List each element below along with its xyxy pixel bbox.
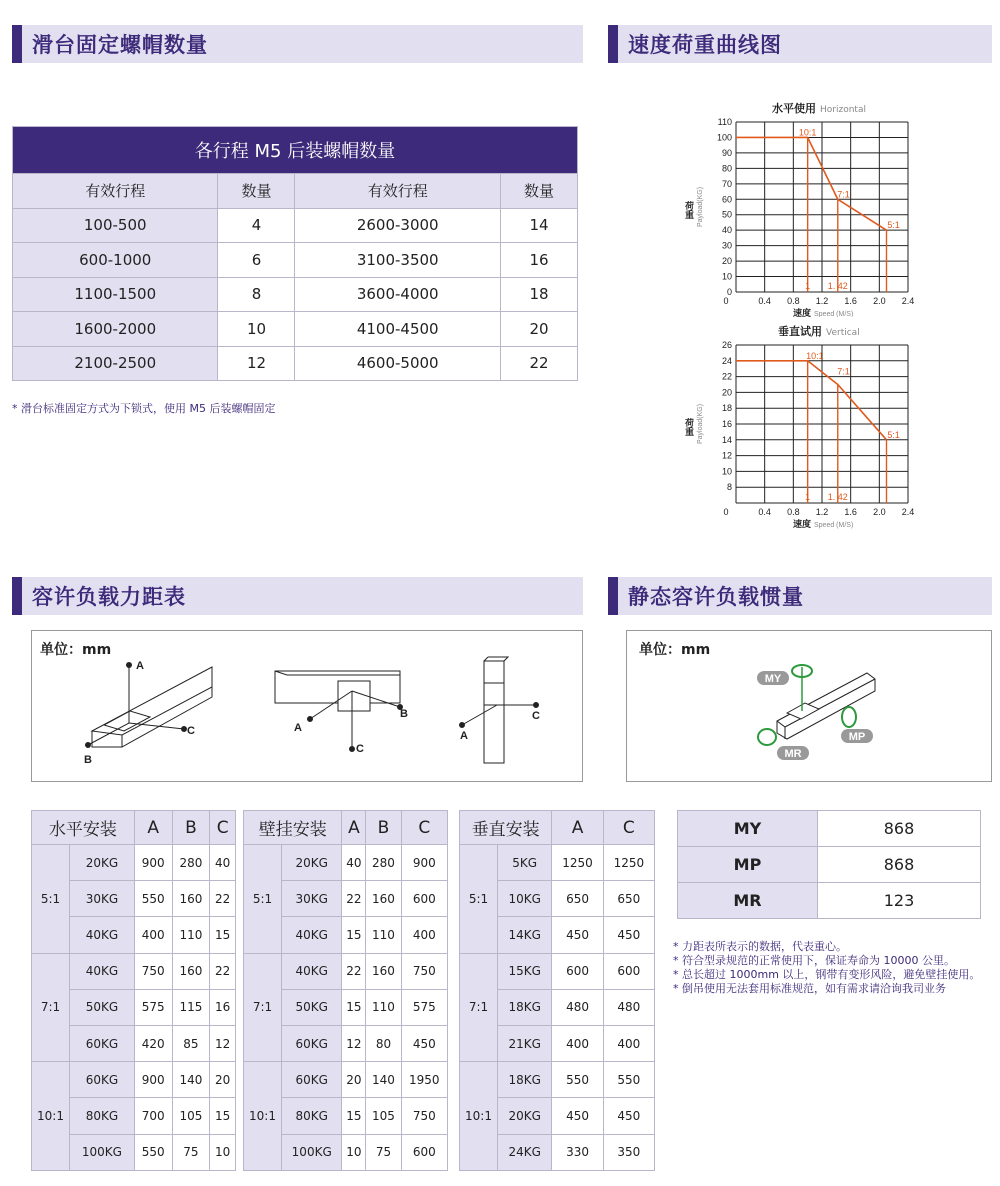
curve-annotation: 1 [805, 281, 811, 291]
value-cell: 1950 [401, 1062, 447, 1098]
y-tick-label: 14 [721, 434, 732, 445]
nut-table-cell: 10 [218, 312, 295, 347]
load-cell: 100KG [70, 1134, 135, 1170]
load-cell: 15KG [498, 953, 552, 989]
value-cell: 575 [401, 989, 447, 1025]
nut-note: * 滑台标准固定方式为下锁式，使用 M5 后装螺帽固定 [12, 402, 276, 415]
load-cell: 18KG [498, 1062, 552, 1098]
vertical-mount-diagram [460, 657, 541, 763]
label-mr: MR [784, 748, 802, 760]
value-cell: 40 [210, 845, 236, 881]
nut-table-cell: 2600-3000 [295, 208, 500, 243]
nut-table-row [13, 312, 578, 347]
value-cell: 85 [172, 1025, 210, 1061]
value-cell: 75 [172, 1134, 210, 1170]
moment-table-horizontal [31, 810, 236, 1171]
section-header-nut [12, 25, 583, 63]
table-row [460, 953, 655, 989]
value-cell: 480 [552, 989, 603, 1025]
note-item: * 总长超过 1000mm 以上，钢带有变形风险，避免壁挂使用。 [673, 968, 981, 981]
nut-table-cell: 2100-2500 [13, 346, 218, 381]
moment-col-header: A [342, 811, 366, 845]
ratio-cell: 7:1 [460, 953, 498, 1062]
value-cell: 600 [552, 953, 603, 989]
section-title: 滑台固定螺帽数量 [32, 33, 208, 57]
y-tick-label: 10 [721, 466, 732, 477]
nut-table-body [13, 208, 578, 381]
value-cell: 15 [210, 917, 236, 953]
load-cell: 80KG [70, 1098, 135, 1134]
inertia-table [677, 810, 981, 919]
value-cell: 550 [552, 1062, 603, 1098]
section-header-inertia [608, 577, 992, 615]
load-cell: 60KG [282, 1025, 342, 1061]
nut-table-cell: 4 [218, 208, 295, 243]
value-cell: 110 [172, 917, 210, 953]
value-cell: 40 [342, 845, 366, 881]
inertia-value: 868 [818, 847, 981, 883]
ratio-cell: 7:1 [244, 953, 282, 1062]
chart-subtitle: Vertical [826, 328, 860, 338]
load-cell: 40KG [70, 917, 135, 953]
value-cell: 450 [603, 1098, 654, 1134]
load-cell: 60KG [70, 1025, 135, 1061]
inertia-diagram [627, 631, 991, 781]
inertia-value: 123 [818, 883, 981, 919]
label-c: C [356, 743, 364, 755]
value-cell: 12 [210, 1025, 236, 1061]
nut-table-cell: 6 [218, 243, 295, 278]
nut-table-cell: 100-500 [13, 208, 218, 243]
value-cell: 22 [342, 881, 366, 917]
unit-label: 单位：mm [639, 642, 711, 658]
value-cell: 105 [172, 1098, 210, 1134]
value-cell: 550 [134, 881, 172, 917]
nut-table-cell: 12 [218, 346, 295, 381]
ratio-cell: 5:1 [244, 845, 282, 954]
value-cell: 750 [401, 1098, 447, 1134]
load-cell: 20KG [70, 845, 135, 881]
x-tick-label: 2.4 [901, 507, 915, 517]
x-tick-label: 0 [723, 507, 729, 517]
value-cell: 105 [366, 1098, 401, 1134]
value-cell: 450 [552, 917, 603, 953]
value-cell: 400 [603, 1025, 654, 1061]
x-tick-label: 1.2 [815, 507, 829, 517]
moment-col-header: C [401, 811, 447, 845]
y-tick-label: 24 [721, 355, 732, 366]
y-tick-label: 110 [717, 117, 732, 127]
y-tick-label: 16 [721, 419, 732, 429]
curve-annotation: 1. 42 [827, 492, 848, 502]
inertia-key: MR [678, 883, 818, 919]
x-tick-label: 2.4 [901, 296, 915, 306]
x-axis-label-en: Speed (M/S) [814, 311, 854, 317]
value-cell: 600 [401, 1134, 447, 1170]
x-tick-label: 0.8 [787, 296, 800, 306]
value-cell: 575 [134, 989, 172, 1025]
x-axis-label: 速度 [793, 308, 812, 317]
chart-subtitle: Horizontal [820, 105, 866, 115]
y-tick-label: 70 [721, 178, 732, 189]
value-cell: 75 [366, 1134, 401, 1170]
value-cell: 280 [172, 845, 210, 881]
curve-line [736, 361, 887, 440]
nut-table-cell: 600-1000 [13, 243, 218, 278]
load-cell: 20KG [498, 1098, 552, 1134]
x-tick-label: 1.2 [815, 296, 829, 306]
y-tick-label: 80 [721, 163, 732, 174]
ratio-cell: 10:1 [244, 1062, 282, 1171]
y-tick-label: 20 [721, 256, 732, 267]
load-cell: 14KG [498, 917, 552, 953]
horizontal-mount-diagram [84, 660, 212, 766]
value-cell: 400 [552, 1025, 603, 1061]
curve-annotation: 5:1 [887, 429, 900, 440]
value-cell: 420 [134, 1025, 172, 1061]
load-cell: 18KG [498, 989, 552, 1025]
curve-annotation: 7:1 [837, 366, 850, 377]
load-cell: 24KG [498, 1134, 552, 1170]
moment-col-header: B [172, 811, 210, 845]
section-header-speed [608, 25, 992, 63]
value-cell: 115 [172, 989, 210, 1025]
nut-table-cell: 22 [500, 346, 577, 381]
nut-header: 有效行程 [13, 174, 218, 209]
moment-table-wall [243, 810, 448, 1171]
value-cell: 16 [210, 989, 236, 1025]
nut-table-row [13, 243, 578, 278]
load-cell: 50KG [282, 989, 342, 1025]
section-title: 速度荷重曲线图 [628, 33, 782, 57]
table-row [32, 953, 236, 989]
load-cell: 5KG [498, 845, 552, 881]
moment-table-vertical [459, 810, 655, 1171]
value-cell: 80 [366, 1025, 401, 1061]
nut-table-row [13, 346, 578, 381]
value-cell: 400 [134, 917, 172, 953]
curve-annotation: 1. 42 [827, 281, 848, 291]
value-cell: 750 [401, 953, 447, 989]
value-cell: 160 [366, 953, 401, 989]
vertical-speed-chart [680, 335, 920, 530]
value-cell: 15 [342, 917, 366, 953]
moment-diagrams [32, 631, 582, 781]
horizontal-speed-chart [680, 112, 920, 317]
curve-annotation: 1 [805, 492, 811, 502]
load-cell: 40KG [282, 953, 342, 989]
y-tick-label: 12 [721, 450, 732, 461]
notes-list [673, 940, 980, 996]
nut-table-cell: 1100-1500 [13, 277, 218, 312]
load-cell: 50KG [70, 989, 135, 1025]
value-cell: 160 [172, 881, 210, 917]
value-cell: 280 [366, 845, 401, 881]
y-tick-label: 30 [721, 240, 732, 251]
load-cell: 20KG [282, 845, 342, 881]
inertia-key: MY [678, 811, 818, 847]
y-tick-label: 22 [721, 371, 732, 382]
section-bar [12, 25, 22, 63]
nut-count-table [12, 126, 578, 381]
ratio-cell: 7:1 [32, 953, 70, 1062]
inertia-row [678, 847, 981, 883]
curve-annotation: 5:1 [887, 220, 900, 231]
value-cell: 110 [366, 917, 401, 953]
moment-col-header: C [603, 811, 654, 845]
y-axis-label: 荷重 [683, 201, 693, 219]
y-tick-label: 50 [721, 209, 732, 220]
table-row [460, 845, 655, 881]
table-row [244, 845, 448, 881]
y-tick-label: 100 [716, 132, 732, 143]
label-c: C [532, 710, 540, 722]
load-cell: 40KG [70, 953, 135, 989]
y-tick-label: 8 [726, 482, 732, 493]
load-cell: 30KG [70, 881, 135, 917]
moment-col-header: C [210, 811, 236, 845]
nut-table-cell: 8 [218, 277, 295, 312]
value-cell: 110 [366, 989, 401, 1025]
curve-annotation: 7:1 [837, 189, 850, 200]
load-cell: 40KG [282, 917, 342, 953]
inertia-row [678, 811, 981, 847]
label-c: C [187, 725, 195, 737]
value-cell: 700 [134, 1098, 172, 1134]
value-cell: 15 [342, 1098, 366, 1134]
value-cell: 650 [552, 881, 603, 917]
wall-mount-diagram [275, 671, 408, 755]
inertia-value: 868 [818, 811, 981, 847]
value-cell: 12 [342, 1025, 366, 1061]
y-tick-label: 0 [726, 287, 732, 297]
y-tick-label: 18 [721, 403, 732, 414]
section-title: 容许负载力距表 [32, 585, 186, 609]
x-tick-label: 0.8 [787, 507, 800, 517]
moment-col-header: A [552, 811, 603, 845]
value-cell: 450 [401, 1025, 447, 1061]
moment-header-row [460, 811, 655, 845]
x-axis-label-en: Speed (M/S) [814, 522, 854, 529]
label-b: B [84, 754, 92, 766]
value-cell: 400 [401, 917, 447, 953]
load-cell: 60KG [282, 1062, 342, 1098]
y-axis-label: 荷重 [683, 418, 693, 436]
x-tick-label: 2.0 [873, 296, 886, 306]
table-row [32, 1062, 236, 1098]
value-cell: 350 [603, 1134, 654, 1170]
load-cell: 10KG [498, 881, 552, 917]
value-cell: 140 [366, 1062, 401, 1098]
ratio-cell: 10:1 [32, 1062, 70, 1171]
load-cell: 30KG [282, 881, 342, 917]
moment-table-title: 水平安装 [32, 811, 135, 845]
nut-header: 有效行程 [295, 174, 500, 209]
curve-annotation: 10:1 [806, 350, 824, 361]
label-mp: MP [848, 731, 866, 743]
moment-col-header: A [134, 811, 172, 845]
nut-table-cell: 4600-5000 [295, 346, 500, 381]
value-cell: 20 [342, 1062, 366, 1098]
value-cell: 15 [210, 1098, 236, 1134]
nut-table-caption: 各行程 M5 后装螺帽数量 [13, 127, 578, 174]
x-tick-label: 2.0 [873, 507, 886, 517]
nut-table-cell: 18 [500, 277, 577, 312]
inertia-key: MP [678, 847, 818, 883]
value-cell: 160 [172, 953, 210, 989]
value-cell: 15 [342, 989, 366, 1025]
value-cell: 140 [172, 1062, 210, 1098]
x-tick-label: 1.6 [844, 296, 857, 306]
moment-header-row [32, 811, 236, 845]
value-cell: 450 [603, 917, 654, 953]
value-cell: 1250 [552, 845, 603, 881]
value-cell: 22 [342, 953, 366, 989]
value-cell: 1250 [603, 845, 654, 881]
note-item: * 力距表所表示的数据，代表重心。 [673, 940, 847, 953]
table-row [32, 845, 236, 881]
nut-table-row [13, 277, 578, 312]
inertia-diagram-box [626, 630, 992, 782]
value-cell: 750 [134, 953, 172, 989]
y-axis-label-en: Payload(KG) [697, 403, 704, 444]
ratio-cell: 5:1 [460, 845, 498, 954]
value-cell: 330 [552, 1134, 603, 1170]
y-tick-label: 90 [721, 147, 732, 158]
value-cell: 650 [603, 881, 654, 917]
section-title: 静态容许负载惯量 [628, 585, 804, 609]
label-my: MY [764, 673, 782, 685]
note-item: * 倒吊使用无法套用标准规范，如有需求请洽询我司业务 [673, 982, 946, 995]
y-tick-label: 60 [721, 194, 732, 205]
value-cell: 600 [401, 881, 447, 917]
y-axis-label-en: Payload(KG) [697, 186, 704, 227]
value-cell: 900 [134, 845, 172, 881]
x-tick-label: 1.6 [844, 507, 857, 517]
unit-label: 单位：mm [40, 642, 112, 658]
section-bar [608, 577, 618, 615]
x-tick-label: 0 [723, 296, 729, 306]
section-bar [608, 25, 618, 63]
load-cell: 60KG [70, 1062, 135, 1098]
y-tick-label: 10 [721, 271, 732, 282]
nut-header: 数量 [500, 174, 577, 209]
nut-table-cell: 20 [500, 312, 577, 347]
moment-table-title: 垂直安装 [460, 811, 552, 845]
label-a: A [294, 722, 302, 734]
y-tick-label: 26 [721, 340, 732, 350]
moment-col-header: B [366, 811, 401, 845]
nut-header: 数量 [218, 174, 295, 209]
nut-table-cell: 1600-2000 [13, 312, 218, 347]
value-cell: 10 [342, 1134, 366, 1170]
value-cell: 900 [134, 1062, 172, 1098]
value-cell: 10 [210, 1134, 236, 1170]
moment-diagram-box [31, 630, 583, 782]
value-cell: 22 [210, 881, 236, 917]
nut-table-cell: 3100-3500 [295, 243, 500, 278]
label-a: A [460, 730, 468, 742]
y-tick-label: 40 [721, 225, 732, 236]
chart-title-text: 垂直试用 [778, 325, 822, 338]
curve-annotation: 10:1 [798, 127, 817, 138]
value-cell: 550 [134, 1134, 172, 1170]
value-cell: 480 [603, 989, 654, 1025]
value-cell: 900 [401, 845, 447, 881]
label-a: A [136, 660, 144, 672]
ratio-cell: 5:1 [32, 845, 70, 954]
label-b: B [400, 708, 408, 720]
ratio-cell: 10:1 [460, 1062, 498, 1171]
value-cell: 20 [210, 1062, 236, 1098]
nut-table-cell: 4100-4500 [295, 312, 500, 347]
note-item: * 符合型录规范的正常使用下，保证寿命为 10000 公里。 [673, 954, 955, 967]
x-tick-label: 0.4 [758, 296, 771, 306]
value-cell: 600 [603, 953, 654, 989]
y-tick-label: 20 [721, 387, 732, 398]
section-header-moment [12, 577, 583, 615]
nut-table-cell: 16 [500, 243, 577, 278]
inertia-row [678, 883, 981, 919]
chart-title-text: 水平使用 [772, 102, 816, 115]
x-axis-label: 速度 [793, 519, 812, 529]
load-cell: 21KG [498, 1025, 552, 1061]
load-cell: 80KG [282, 1098, 342, 1134]
nut-table-row [13, 208, 578, 243]
x-tick-label: 0.4 [758, 507, 771, 517]
moment-header-row [244, 811, 448, 845]
value-cell: 550 [603, 1062, 654, 1098]
moment-table-title: 壁挂安装 [244, 811, 342, 845]
section-bar [12, 577, 22, 615]
nut-table-cell: 3600-4000 [295, 277, 500, 312]
value-cell: 22 [210, 953, 236, 989]
table-row [244, 953, 448, 989]
value-cell: 450 [552, 1098, 603, 1134]
table-row [244, 1062, 448, 1098]
nut-table-cell: 14 [500, 208, 577, 243]
value-cell: 160 [366, 881, 401, 917]
load-cell: 100KG [282, 1134, 342, 1170]
table-row [460, 1062, 655, 1098]
